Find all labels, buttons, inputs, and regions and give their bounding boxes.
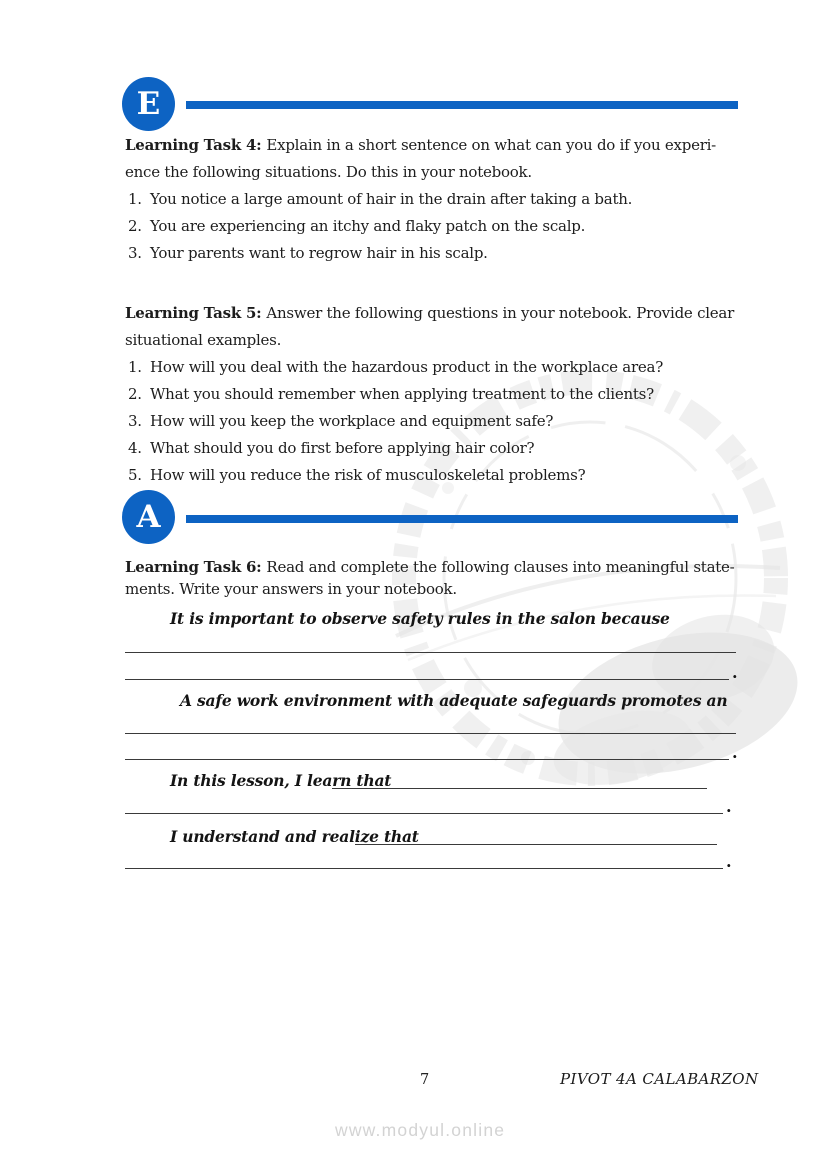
learning-task-4 <box>125 132 741 267</box>
page-number: 7 <box>420 1072 430 1088</box>
task4-item-2: 2. You are experiencing an itchy and flaky patch on the scalp. <box>128 217 586 235</box>
task4-intro-line2: ence the following situations. Do this in your notebook. <box>125 163 532 181</box>
answer-line-inline <box>332 788 707 789</box>
task6-clause-1: It is important to observe safety rules in the salon because <box>170 609 670 628</box>
task5-item-3: 3. How will you keep the workplace and equipment safe? <box>128 412 554 430</box>
answer-line <box>125 813 723 814</box>
learning-task-5 <box>125 300 741 489</box>
learning-task-6 <box>125 556 741 600</box>
task5-item-4: 4. What should you do first before applying hair color? <box>128 439 535 457</box>
answer-line-inline <box>355 844 717 845</box>
task6-intro-line2: ments. Write your answers in your notebook. <box>125 580 457 598</box>
task5-title: Learning Task 5: <box>125 304 262 322</box>
task4-item-3: 3. Your parents want to regrow hair in his scalp. <box>128 244 488 262</box>
task4-intro-line1: Learning Task 4: Explain in a short sentence on what can you do if you experi- <box>125 136 716 154</box>
task4-title: Learning Task 4: <box>125 136 262 154</box>
answer-line <box>125 733 736 734</box>
section-badge-a-letter: A <box>136 499 161 535</box>
section-badge-e-letter: E <box>136 86 161 122</box>
section-badge-e <box>122 77 175 131</box>
section-divider-a <box>186 515 738 523</box>
task5-intro-line1: Learning Task 5: Answer the following questions in your notebook. Provide clear <box>125 304 735 322</box>
answer-line <box>125 679 729 680</box>
section-badge-a <box>122 490 175 544</box>
task5-intro-line2: situational examples. <box>125 331 282 349</box>
task6-clause-3: In this lesson, I learn that <box>170 771 392 790</box>
task6-title: Learning Task 6: <box>125 558 262 576</box>
clause-end-period: . <box>732 743 738 762</box>
clause-end-period: . <box>726 852 732 871</box>
clause-end-period: . <box>732 663 738 682</box>
clause-end-period: . <box>726 797 732 816</box>
task6-clause-4: I understand and realize that <box>170 827 419 846</box>
section-divider-e <box>186 101 738 109</box>
answer-line <box>125 868 723 869</box>
footer-brand: PIVOT 4A CALABARZON <box>560 1070 759 1088</box>
answer-line <box>125 652 736 653</box>
task5-item-2: 2. What you should remember when applying treatment to the clients? <box>128 385 654 403</box>
task6-clause-2: A safe work environment with adequate safeguards promotes an <box>180 691 728 710</box>
task5-item-5: 5. How will you reduce the risk of musculoskeletal problems? <box>128 466 586 484</box>
task4-item-1: 1. You notice a large amount of hair in the drain after taking a bath. <box>128 190 633 208</box>
answer-line <box>125 759 729 760</box>
task5-item-1: 1. How will you deal with the hazardous product in the workplace area? <box>128 358 664 376</box>
task6-intro-line1: Learning Task 6: Read and complete the following clauses into meaningful state- <box>125 558 735 576</box>
site-watermark-text: www.modyul.online <box>335 1120 506 1140</box>
